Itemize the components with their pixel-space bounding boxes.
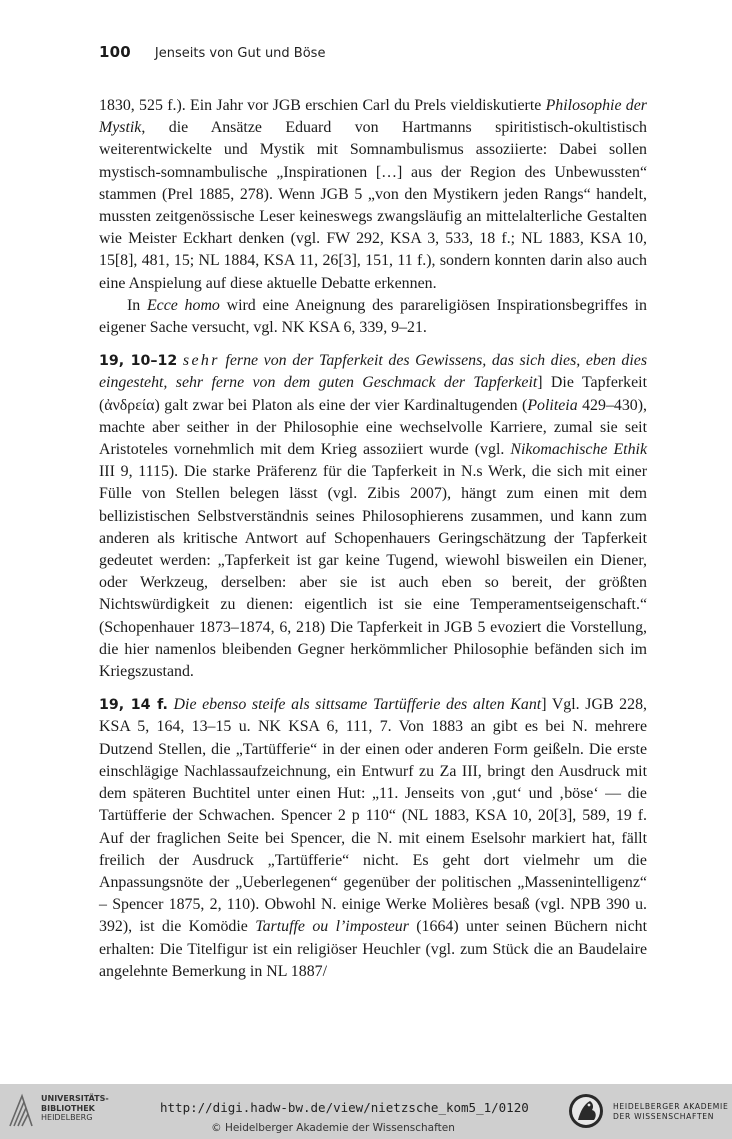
book-title: Tartuffe ou l’imposteur xyxy=(255,918,409,936)
book-title: Ecce homo xyxy=(146,296,220,314)
book-title: Philosophie der Mystik xyxy=(99,97,647,137)
academy-name: HEIDELBERGER AKADEMIE DER WISSENSCHAFTEN xyxy=(613,1102,729,1121)
commentary-entry: 19, 14 f. Die ebenso steife als sittsame Tartüfferie des alten Kant] Vgl. JGB 228, KSA 5, 164, 13–15 u. NK KSA 6, 111, 7. Von 1883 an gibt es bei N. mehrere Dutzend Stellen, die „Tartüfferie“ in der einen oder anderen Form geißeln. Die erste einschlägige Nachlassaufzeichnung, ein Entwurf zu Za III, bringt den Ausdruck mit dem späteren Buchtitel unter einen Hut: „11. Jenseits von ‚gut‘ und ‚böse‘ — die Tartüfferie der Schwachen. Spencer 2 p 110“ (NL 1883, KSA 10, 20[3], 589, 19 f. Auf der fraglichen Seite bei Spencer, die N. mit einem Eselsohr markiert hat, fällt freilich der Ausdruck „Tartüfferie“ nicht. Es geht dort vielmehr um die Anpassungsnöte der „Ueberlegenen“ gegenüber der politischen „Massenintelligenz“ – Spencer 1875, 2, 110). Obwohl N. einige Werke Molières besaß (vgl. NPB 390 u. 392), ist die Komödie Tartuffe ou l’imposteur (1664) unter seinen Büchern nicht erhalten: Die Titelfigur ist ein religiöser Heuchler (vgl. zum Stück die an Baudelaire angelehnte Bemerkung in NL 1887/ xyxy=(99,696,647,980)
body-text xyxy=(99,95,647,983)
copyright-notice: © Heidelberger Akademie der Wissenschaften xyxy=(211,1122,455,1134)
source-url-link[interactable]: http://digi.hadw-bw.de/view/nietzsche_kom5_1/0120 xyxy=(160,1100,529,1115)
page-header xyxy=(99,43,325,65)
lemma: sehr ferne von der Tapferkeit des Gewissens, das sich dies, eben dies eingesteht, sehr ferne von dem guten Geschmack der Tapferkeit xyxy=(99,352,648,392)
academy-seal-icon xyxy=(566,1090,610,1134)
running-title: Jenseits von Gut und Böse xyxy=(154,46,326,61)
academy-logo[interactable] xyxy=(566,1090,729,1134)
footer-bar xyxy=(0,1084,732,1139)
library-name: UNIVERSITÄTS- BIBLIOTHEK HEIDELBERG xyxy=(41,1094,109,1122)
line-reference: 19, 14 f. xyxy=(99,697,168,714)
book-title: Nikomachische Ethik xyxy=(510,441,647,459)
lemma: Die ebenso steife als sittsame Tartüfferie des alten Kant xyxy=(173,696,542,714)
page-number: 100 xyxy=(99,43,131,61)
commentary-entry: 19, 10–12 sehr ferne von der Tapferkeit des Gewissens, das sich dies, eben dies eingesteht, sehr ferne von dem guten Geschmack der Tapferkeit] Die Tapferkeit (ἀνδρεία) galt zwar bei Platon als eine der vier Kardinaltugenden (Politeia 429–430), machte aber seither in der Philosophie eine wechselvolle Karriere, zumal sie seit Aristoteles vornehmlich mit dem Krieg assoziiert wurde (vgl. Nikomachische Ethik III 9, 1115). Die starke Präferenz für die Tapferkeit in N.s Werk, die sich mit einer Fülle von Stellen belegen lässt (vgl. Zibis 2007), hängt zum einen mit dem bellizistischen Selbstverständnis seines Philosophierens zusammen, und kann zum anderen als kritische Antwort auf Schopenhauers Geringschätzung der Tapferkeit gedeutet werden: „Tapferkeit ist gar keine Tugend, wiewohl bisweilen ein Diener, oder Werkzeug, derselben: aber sie ist auch eben so bereit, der größten Nichtswürdigkeit zu dienen: eigentlich ist sie eine Temperamentseigenschaft.“ (Schopenhauer 1873–1874, 6, 218) Die Tapferkeit in JGB 5 evoziert die Vorstellung, die hier namenlos bleibenden Gegner herkömmlicher Philosophie befänden sich im Kriegszustand. xyxy=(99,352,648,681)
paragraph: 1830, 525 f.). Ein Jahr vor JGB erschien Carl du Prels vieldiskutierte Philosophie der Mystik, die Ansätze Eduard von Hartmanns spiritistisch-okultistisch weiterentwickelte und Mystik mit Somnambulismus assoziierte: Dabei sollen mystisch-somnambulische „Inspirationen […] aus der Region des Unbewussten“ stammen (Prel 1885, 278). Wenn JGB 5 „von den Mystikern jeden Rangs“ handelt, mussten zeitgenössische Leser keineswegs zwangsläufig an mittelalterliche Gestalten wie Meister Eckhart denken (vgl. FW 292, KSA 3, 533, 18 f.; NL 1883, KSA 10, 15[8], 481, 15; NL 1884, KSA 11, 26[3], 151, 11 f.), sondern konnten darin also auch eine Anspielung auf diese aktuelle Debatte erkennen. xyxy=(99,97,647,292)
university-library-logo[interactable] xyxy=(8,1090,109,1132)
paragraph: In Ecce homo wird eine Aneignung des parareligiösen Inspirationsbegriffes in eigener Sache versucht, vgl. NK KSA 6, 339, 9–21. xyxy=(99,296,648,337)
book-title: Politeia xyxy=(527,396,578,414)
line-reference: 19, 10–12 xyxy=(99,353,178,370)
library-building-icon xyxy=(8,1092,34,1128)
